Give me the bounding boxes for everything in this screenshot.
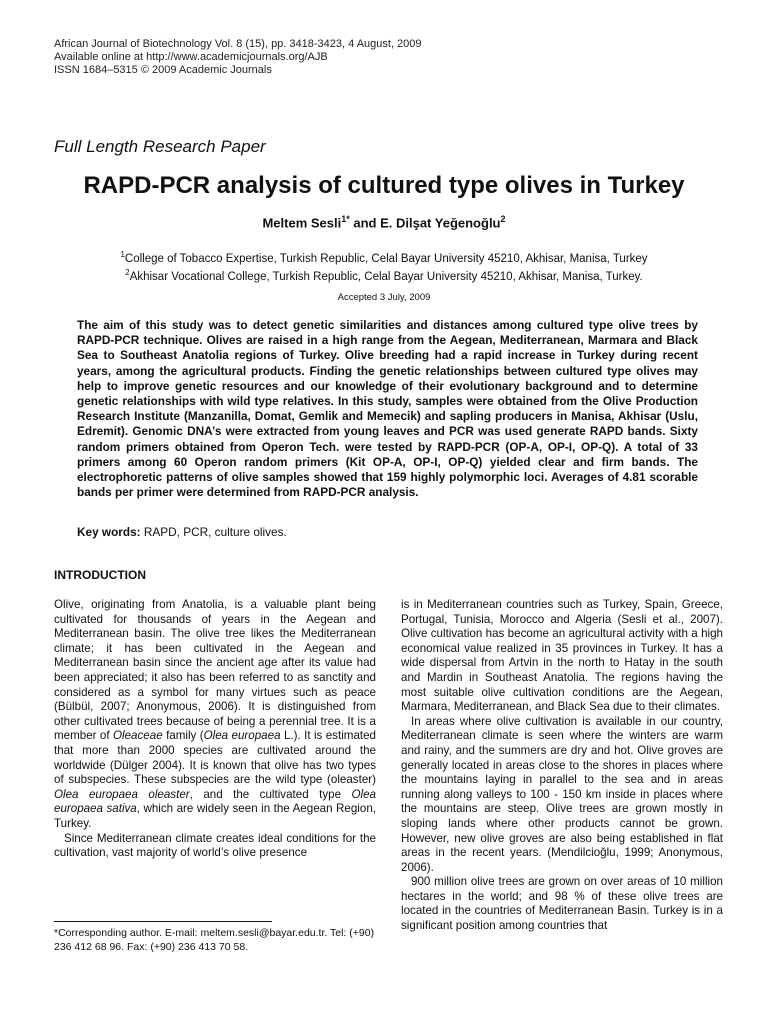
abstract: The aim of this study was to detect genetic similarities and distances among cultured type olive trees by RAPD-PCR technique. Olives are raised in a high range from the Aegean, Mediterranean, Marmara and Black Sea to Southeast Anatolia regions of Turkey. Olive breeding had a rapid increase in Turkey during recent years, among the agricultural products. Finding the genetic relationships between cultured type olives may help to improve genetic resources and our knowledge of their evolutionary background and to determine genetic relationships with wild type relatives. In this study, samples were obtained from the Olive Production Research Institute (Manzanilla, Domat, Gemlik and Memecik) and sapling producers in Manisa, Akhisar (Uslu, Edremit). Genomic DNA’s were extracted from young leaves and PCR was used generate RAPD bands. Sixty random primers obtained from Operon Tech. were tested by RAPD-PCR (OP-A, OP-I, OP-Q). A total of 33 primers among 60 Operon random primers (Kit OP-A, OP-I, OP-Q) yielded clear and firm bands. The electrophoretic patterns of olive samples showed that 159 highly polymorphic loci. Averages of 4.81 scorable bands per primer were determined from RAPD-PCR analysis. (77, 318, 698, 500)
paragraph (54, 598, 376, 832)
keywords (77, 525, 287, 539)
author-affiliation-mark: 1* (341, 214, 350, 224)
paragraph: is in Mediterranean countries such as Turkey, Spain, Greece, Portugal, Tunisia, Morocco and Algeria (Sesli et al., 2007). Olive cultivation has become an agricultural activity with a high economical value realized in 35 provinces in Turkey. It has a wide dispersal from Artvin in the north to Hatay in the south and Mardin in Southeast Anatolia. The regions having the most suitable olive cultivation conditions are the Aegean, Marmara, Mediterranean, and Black Sea due to their climates. (401, 598, 723, 714)
italic-term: Olea europaea (203, 729, 281, 743)
paragraph-text: L.). It is estimated that more than 2000 species are cultivated around the worldwide (Dülger 2004). It is known that olive has two types of subspecies. These subspecies are the wild type (oleaster) (54, 729, 377, 787)
author-list (0, 214, 768, 230)
keywords-text: RAPD, PCR, culture olives. (140, 525, 287, 539)
author-affiliation-mark: 2 (500, 214, 506, 224)
author-name: E. Dilşat Yeğenoğlu (380, 215, 501, 231)
italic-term: Olea europaea sativa (54, 787, 376, 816)
section-heading-introduction: INTRODUCTION (54, 568, 146, 582)
text-column-left (54, 598, 376, 861)
paragraph-text: , which are widely seen in the Aegean Region, Turkey. (54, 802, 376, 830)
author-connector: and (349, 215, 381, 231)
affiliation-text: College of Tobacco Expertise, Turkish Republic, Celal Bayar University 45210, Akhisar, Manisa, Turkey (124, 252, 648, 265)
affiliation-mark: 2 (125, 267, 130, 277)
affiliation-mark: 1 (120, 250, 125, 259)
keywords-label: Key words: (77, 525, 141, 539)
journal-header (54, 38, 422, 77)
paragraph: In areas where olive cultivation is available in our country, Mediterranean climate is seen where the winters are warm and rainy, and the summers are dry and hot. Olive groves are generally located in areas close to the shores in places where the mountains laying in parallel to the sea and in areas running along valleys to 100 - 150 km inside in places where the mountains are steep. Olive trees are grown mostly in sloping lands where other products cannot be grown. However, new olive groves are also being established in flat areas in the recent years. (Mendilcioğlu, 1999; Anonymous, 2006). (401, 714, 723, 874)
author-name: Meltem Sesli (262, 215, 342, 231)
italic-term: Olea europaea oleaster (54, 787, 190, 801)
affiliation-line (0, 248, 768, 266)
paragraph-text: Olive, originating from Anatolia, is a valuable plant being cultivated for thousands of years in the Aegean and Mediterranean basin. The olive tree likes the Mediterranean climate; it has been cultivated in the Aegean and Mediterranean basin since the ancient age after its value had been appreciated; it also has been referred to as sanctity and considered as a symbol for many virtues such as peace (Bülbül, 2007; Anonymous, 2006). It is distinguished from other cultivated trees because of being a perennial tree. It is a member of (54, 598, 376, 743)
affiliation-line (0, 266, 768, 284)
paragraph: Since Mediterranean climate creates ideal conditions for the cultivation, vast majority of world’s olive presence (54, 831, 376, 860)
affiliation-text: Akhisar Vocational College, Turkish Republic, Celal Bayar University 45210, Akhisar, Manisa, Turkey. (129, 270, 643, 283)
footnote-divider (54, 921, 272, 922)
paragraph-text: family ( (162, 729, 204, 743)
paper-title: RAPD-PCR analysis of cultured type olives in Turkey (83, 172, 685, 199)
paragraph-text: , and the cultivated type (189, 787, 352, 801)
italic-term: Oleaceae (113, 729, 163, 743)
accepted-date: Accepted 3 July, 2009 (337, 292, 431, 303)
affiliations (0, 248, 768, 284)
journal-citation: African Journal of Biotechnology Vol. 8 (15), pp. 3418-3423, 4 August, 2009 (54, 38, 422, 50)
paragraph: 900 million olive trees are grown on over areas of 10 million hectares in the world; and 98 % of these olive trees are located in the countries of Mediterranean Basin. Turkey is in a significant position among countries that (401, 875, 723, 933)
corresponding-author-footnote: *Corresponding author. E-mail: meltem.sesli@bayar.edu.tr. Tel: (+90) 236 412 68 96. Fax: (+90) 236 413 70 58. (54, 927, 375, 953)
text-column-right (401, 598, 723, 934)
journal-issn: ISSN 1684–5315 © 2009 Academic Journals (54, 64, 272, 76)
journal-url[interactable]: Available online at http://www.academicjournals.org/AJB (54, 51, 328, 63)
paper-type: Full Length Research Paper (54, 137, 266, 156)
